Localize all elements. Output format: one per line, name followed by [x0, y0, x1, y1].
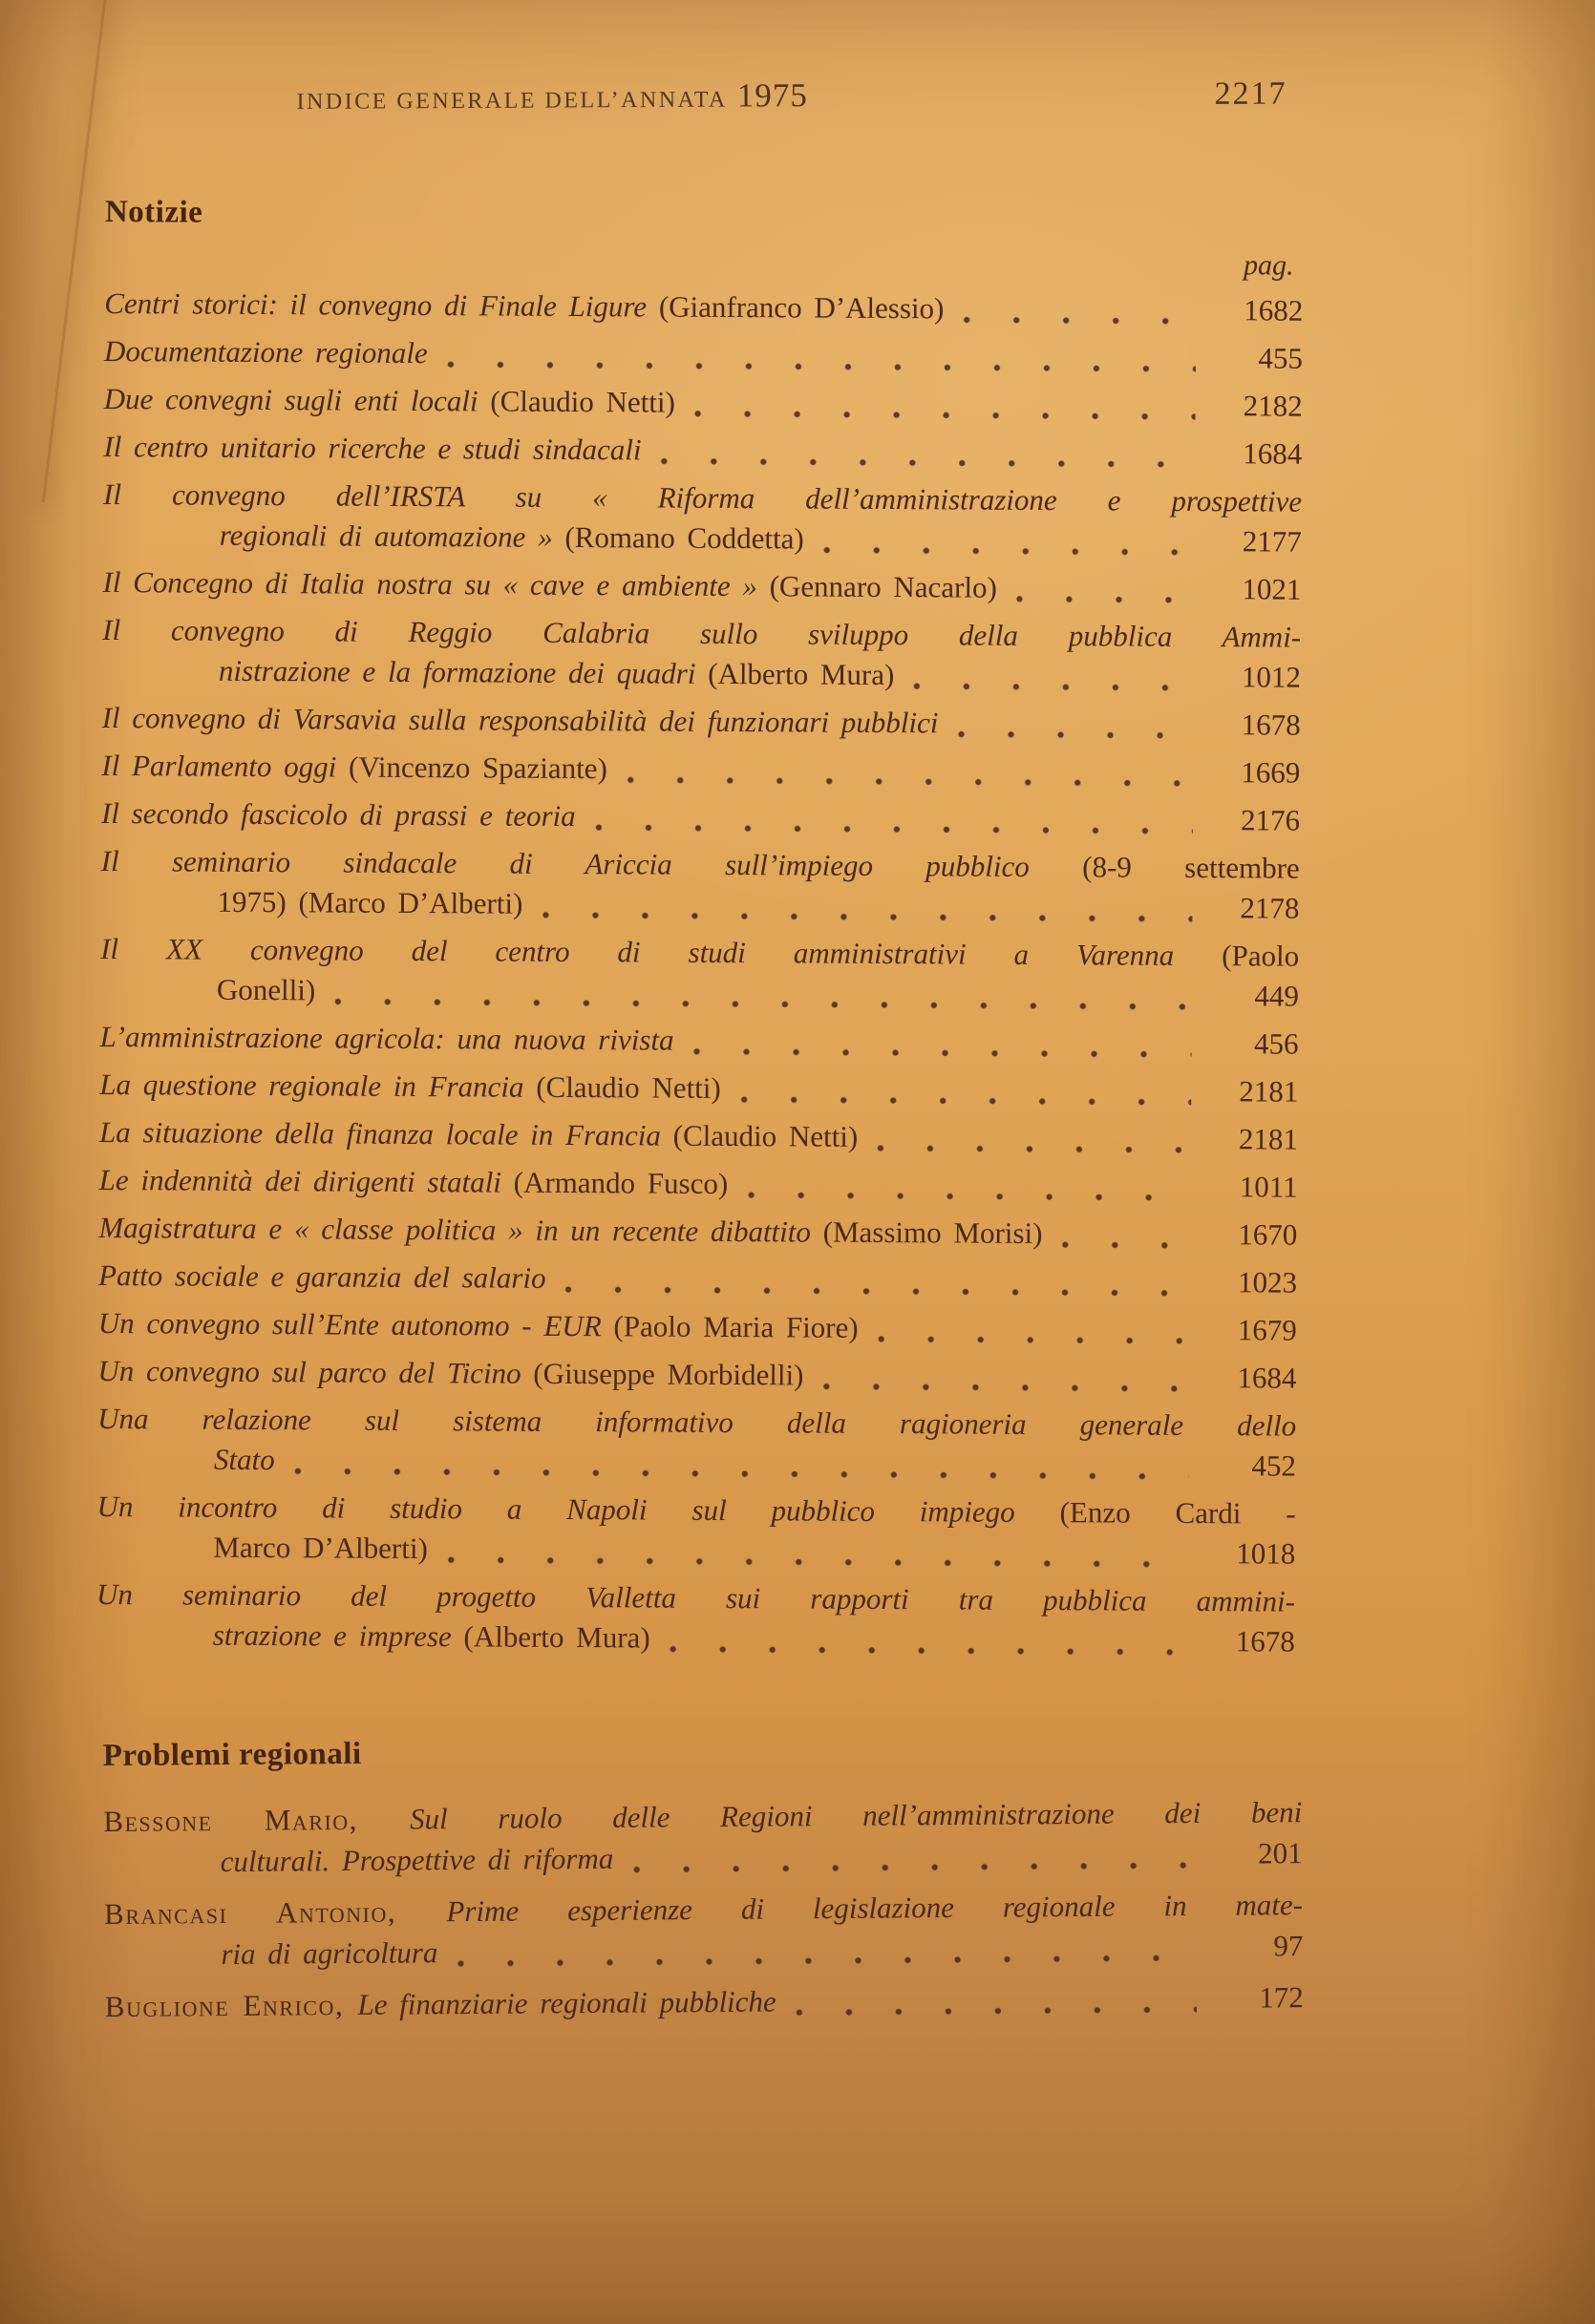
dot-leader — [957, 730, 1193, 739]
entry-page-number: 1021 — [1242, 572, 1302, 606]
entry-last-line — [102, 562, 1301, 610]
toc-entry — [97, 1351, 1296, 1399]
entry-text — [99, 1112, 859, 1157]
dot-leader — [1016, 596, 1195, 603]
entry-last-line — [97, 1351, 1296, 1399]
running-title-text: INDICE GENERALE DELL’ANNATA — [296, 87, 728, 115]
entry-page-number: 455 — [1258, 341, 1304, 375]
entry-text — [102, 698, 939, 743]
entry-text — [99, 1160, 729, 1204]
dot-leader — [595, 824, 1193, 835]
entry-text — [101, 746, 607, 789]
dot-leader — [632, 1862, 1195, 1873]
entry-last-line — [103, 515, 1302, 562]
entry-roman-text: (Gennaro Nacarlo) — [769, 569, 997, 604]
entry-text — [104, 284, 944, 328]
entry-title-text: Il XX convegno del centro di studi amministrativi a Varenna — [100, 931, 1223, 973]
dot-leader — [796, 2006, 1197, 2016]
toc-entry — [102, 698, 1301, 746]
entry-text — [221, 1932, 437, 1975]
entry-page-number: 456 — [1253, 1026, 1299, 1061]
entry-roman-text: (8-9 settembre — [1082, 850, 1300, 885]
entry-title-text: Un convegno sull’Ente autonomo - EUR — [97, 1305, 614, 1343]
entry-last-line — [101, 746, 1300, 793]
entry-title-text: Le finanziarie regionali pubbliche — [357, 1984, 776, 2021]
entry-title-text: Il secondo fascicolo di prassi e teoria — [100, 795, 576, 834]
entry-text — [219, 651, 895, 695]
toc-entry — [98, 1303, 1297, 1351]
entry-title-text: ria di agricoltura — [221, 1935, 438, 1972]
entry-last-line — [98, 1208, 1297, 1256]
dot-leader — [747, 1192, 1190, 1201]
toc-entry — [100, 929, 1299, 1017]
entry-title-text: Patto sociale e garanzia del salario — [97, 1257, 546, 1295]
toc-entry — [96, 1487, 1295, 1574]
entry-roman-text: (Alberto Mura) — [463, 1619, 650, 1655]
running-title-year: 1975 — [736, 76, 808, 115]
toc-entry — [103, 1791, 1303, 1883]
entry-text — [98, 1303, 859, 1348]
toc-entry — [96, 1574, 1295, 1662]
entry-title-text: culturali. Prospettive di riforma — [220, 1841, 614, 1879]
entry-title-text: Magistratura e « classe politica » in un recente dibattito — [98, 1210, 823, 1249]
toc-entry — [104, 331, 1303, 379]
entry-title-text: La situazione della finanza locale in Francia — [98, 1114, 673, 1152]
dot-leader — [447, 1556, 1189, 1568]
entry-text — [102, 562, 997, 608]
entry-roman-text: (Enzo Cardi - — [1059, 1495, 1296, 1531]
dot-leader — [661, 458, 1196, 468]
entry-last-line — [98, 1256, 1297, 1303]
dot-leader — [878, 1336, 1190, 1344]
entry-page-number: 1669 — [1241, 755, 1301, 790]
entry-text — [104, 379, 675, 423]
entry-text — [97, 1351, 803, 1396]
toc-entry — [103, 427, 1302, 475]
entry-page-number: 2182 — [1243, 389, 1303, 423]
section-title: Notizie — [104, 195, 203, 230]
entry-text — [220, 1838, 613, 1882]
entry-title-text: Il seminario sindacale di Ariccia sull’impiego pubblico — [100, 843, 1083, 884]
toc-entry — [98, 1256, 1297, 1303]
entry-list — [103, 1791, 1304, 2027]
entry-title-text: Sul ruolo delle Regioni nell’amministrazione dei beni — [409, 1795, 1303, 1836]
entry-last-line — [99, 1065, 1298, 1112]
page-header — [105, 0, 1305, 118]
entry-text — [98, 1208, 1042, 1254]
entry-page-number: 1684 — [1243, 436, 1303, 471]
entry-last-line — [100, 881, 1299, 929]
entry-line — [97, 1399, 1296, 1447]
toc-entry — [98, 1208, 1297, 1256]
entry-title-text: Il centro unitario ricerche e studi sindacali — [103, 429, 642, 467]
entry-page-number: 1018 — [1236, 1536, 1296, 1571]
entry-last-line — [104, 1925, 1303, 1975]
entry-roman-text: Marco D’Alberti) — [213, 1530, 428, 1566]
entry-roman-text: (Paolo — [1222, 939, 1300, 973]
entry-title-text: Il convegno di Varsavia sulla responsabilità dei funzionari pubblici — [101, 700, 939, 740]
entry-last-line — [100, 969, 1299, 1017]
entry-roman-text: (Claudio Netti) — [672, 1118, 859, 1153]
entry-page-number: 1023 — [1237, 1265, 1298, 1299]
entry-last-line — [101, 793, 1300, 841]
entry-roman-text: (Claudio Netti) — [490, 384, 676, 419]
entry-text — [217, 970, 316, 1011]
entry-page-number: 449 — [1254, 979, 1300, 1013]
toc-entry — [100, 841, 1299, 929]
toc-entry — [97, 1399, 1296, 1487]
toc-entry — [103, 475, 1302, 562]
entry-text — [98, 1256, 546, 1299]
entry-roman-text: (Alberto Mura) — [708, 656, 895, 692]
entry-title-text: Prime esperienze di legislazione regionale in mate- — [446, 1888, 1304, 1929]
entry-text — [213, 1616, 650, 1658]
entry-title-text: Il Parlamento oggi — [101, 748, 350, 784]
dot-leader — [877, 1145, 1191, 1153]
entry-page-number: 2181 — [1239, 1074, 1299, 1109]
toc-entry — [101, 746, 1300, 793]
entry-page-number: 172 — [1259, 1980, 1304, 2015]
toc-entry — [99, 1112, 1298, 1160]
author-name: Bessone Mario, — [103, 1802, 411, 1839]
entry-text — [220, 516, 804, 560]
dot-leader — [913, 683, 1194, 691]
entry-title-text: regionali di automazione » — [219, 518, 565, 554]
section-problemi — [103, 1729, 1304, 2027]
entry-title-text: Un seminario del progetto Valletta sui rapporti tra pubblica ammini- — [96, 1576, 1296, 1618]
entry-roman-text: (Romano Coddetta) — [564, 519, 804, 556]
entry-title-text: La questione regionale in Francia — [99, 1067, 537, 1104]
entry-roman-text: (Vincenzo Spaziante) — [348, 750, 607, 786]
running-title — [296, 76, 808, 117]
author-name: Buglione Enrico, — [104, 1987, 358, 2023]
entry-text — [214, 1440, 275, 1480]
entry-page-number: 452 — [1251, 1448, 1296, 1483]
page-content — [96, 0, 1304, 2324]
entry-roman-text: Gonelli) — [216, 972, 316, 1007]
entry-last-line — [99, 1017, 1298, 1065]
entry-last-line — [99, 1160, 1298, 1208]
entry-last-line — [104, 331, 1303, 379]
toc-entry — [102, 562, 1301, 610]
dot-leader — [822, 1384, 1189, 1392]
entry-roman-text: (Armando Fusco) — [513, 1165, 729, 1201]
toc-entry — [104, 1884, 1304, 1975]
dot-leader — [963, 316, 1196, 324]
entry-page-number: 97 — [1273, 1929, 1304, 1963]
author-name: Brancasi Antonio, — [103, 1894, 447, 1932]
toc-entry — [99, 1017, 1298, 1065]
toc-entry — [102, 610, 1301, 698]
entry-title-text: nistrazione e la formazione dei quadri — [218, 653, 709, 690]
entry-last-line — [104, 284, 1303, 331]
entry-text — [105, 1980, 776, 2027]
dot-leader — [670, 1646, 1188, 1656]
dot-leader — [457, 1954, 1196, 1967]
entry-page-number: 1682 — [1244, 293, 1304, 327]
toc-entry — [104, 284, 1303, 331]
entry-page-number: 1012 — [1241, 660, 1302, 694]
entry-last-line — [96, 1527, 1295, 1574]
entry-page-number: 2181 — [1238, 1122, 1299, 1156]
entry-roman-text: (Giuseppe Morbidelli) — [533, 1356, 804, 1392]
entry-title-text: Documentazione regionale — [103, 333, 428, 370]
section-notizie — [96, 195, 1304, 1662]
entry-title-text: Un incontro di studio a Napoli sul pubblico impiego — [96, 1489, 1060, 1530]
entry-roman-text: (Paolo Maria Fiore) — [613, 1309, 859, 1344]
entry-text — [217, 882, 522, 924]
toc-entry — [105, 1976, 1304, 2027]
entry-title-text: Il convegno dell’IRSTA su « Riforma dell’amministrazione e prospettive — [102, 476, 1303, 518]
entry-title-text: Un convegno sul parco del Ticino — [97, 1353, 534, 1390]
dot-leader — [740, 1096, 1192, 1106]
entry-page-number: 1679 — [1237, 1313, 1297, 1347]
entry-last-line — [104, 379, 1303, 427]
entry-text — [104, 331, 428, 373]
entry-text — [99, 1017, 673, 1061]
entry-text — [213, 1528, 428, 1569]
folio-page-number: 2217 — [1214, 75, 1287, 112]
dot-leader — [1061, 1241, 1190, 1249]
entry-roman-text: (Gianfranco D’Alessio) — [658, 289, 945, 326]
entry-page-number: 2177 — [1242, 524, 1302, 559]
entry-last-line — [98, 1303, 1297, 1351]
dot-leader — [627, 776, 1194, 787]
entry-page-number: 2178 — [1240, 891, 1300, 925]
pag-column-label: pag. — [1243, 249, 1294, 282]
entry-page-number: 201 — [1257, 1836, 1303, 1870]
entry-last-line — [103, 427, 1302, 475]
entry-roman-text: (Claudio Netti) — [536, 1069, 721, 1105]
dot-leader — [694, 411, 1196, 420]
dot-leader — [447, 361, 1196, 372]
entry-roman-text: 1975) (Marco D’Alberti) — [217, 884, 523, 920]
entry-title-text: Centri storici: il convegno di Finale Ligure — [104, 285, 659, 324]
entry-last-line — [105, 1976, 1304, 2027]
entry-title-text: strazione e imprese — [212, 1617, 464, 1654]
entry-title-text: Una relazione sul sistema informativo della ragioneria generale dello — [97, 1401, 1297, 1443]
entry-title-text: L’amministrazione agricola: una nuova rivista — [99, 1019, 674, 1057]
toc-entry — [101, 793, 1300, 841]
entry-text — [101, 793, 576, 836]
entry-page-number: 1684 — [1237, 1361, 1297, 1395]
dot-leader — [564, 1286, 1190, 1297]
entry-title-text: Stato — [213, 1442, 275, 1477]
entry-page-number: 1678 — [1235, 1624, 1295, 1658]
dot-leader — [542, 912, 1192, 922]
entry-last-line — [99, 1112, 1298, 1160]
section-title: Problemi regionali — [102, 1736, 362, 1774]
dot-leader — [823, 547, 1195, 556]
index-sections — [96, 195, 1304, 2027]
entry-last-line — [96, 1615, 1295, 1662]
entry-page-number: 1678 — [1241, 708, 1301, 742]
entry-text — [99, 1065, 721, 1109]
dot-leader — [294, 1468, 1189, 1480]
entry-title-text: Il convegno di Reggio Calabria sullo sviluppo della pubblica Ammi- — [102, 612, 1302, 654]
page-crease — [42, 0, 110, 502]
entry-page-number: 1670 — [1238, 1217, 1298, 1252]
entry-title-text: Le indennità dei dirigenti statali — [98, 1162, 514, 1199]
entry-roman-text: (Massimo Morisi) — [822, 1215, 1043, 1251]
entry-last-line — [102, 650, 1301, 698]
entry-page-number: 2176 — [1240, 803, 1301, 837]
entry-last-line — [97, 1439, 1296, 1487]
toc-entry — [104, 379, 1303, 427]
entry-last-line — [102, 698, 1301, 746]
entry-last-line — [103, 1832, 1302, 1883]
entry-title-text: Due convegni sugli enti locali — [103, 381, 491, 418]
entry-page-number: 1011 — [1239, 1170, 1298, 1204]
entry-text — [103, 427, 641, 470]
entry-list — [96, 284, 1304, 1662]
dot-leader — [692, 1048, 1191, 1058]
entry-title-text: Il Concegno di Italia nostra su « cave e ambiente » — [102, 564, 770, 603]
toc-entry — [99, 1065, 1298, 1112]
dot-leader — [334, 998, 1192, 1009]
toc-entry — [99, 1160, 1298, 1208]
